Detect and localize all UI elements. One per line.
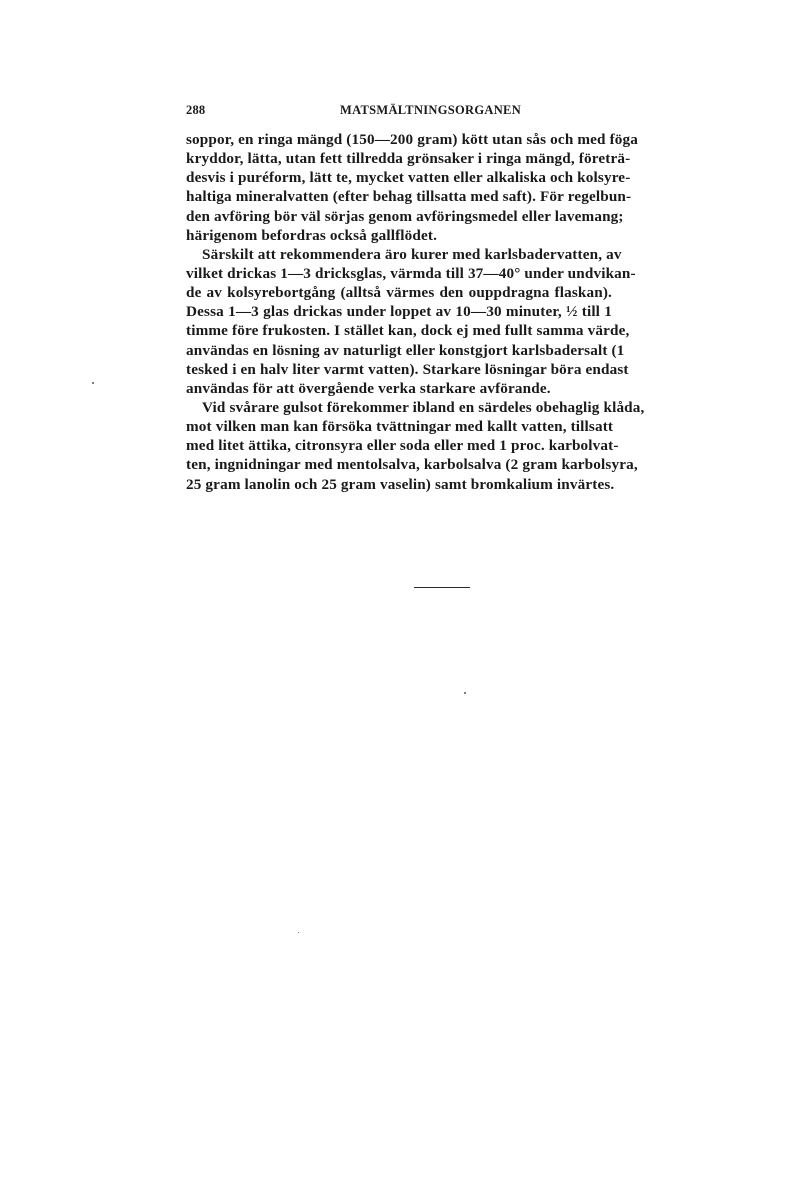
text-line: Särskilt att rekommendera äro kurer med karlsbadervatten, av	[202, 245, 622, 263]
text-line: den avföring bör väl sörjas genom avföringsmedel eller lavemang;	[186, 207, 624, 225]
text-line: 25 gram lanolin och 25 gram vaselin) samt bromkalium invärtes.	[186, 475, 615, 493]
section-divider	[414, 587, 470, 588]
text-line: de av kolsyrebortgång (alltså värmes den ouppdragna flaskan).	[186, 284, 612, 302]
text-line: ten, ingnidningar med mentolsalva, karbolsalva (2 gram karbolsyra,	[186, 456, 638, 474]
text-line: vilket drickas 1—3 dricksglas, värmda till 37—40° under undvikan-	[186, 264, 636, 282]
text-line: haltiga mineralvatten (efter behag tillsatta med saft). För regelbun-	[186, 188, 632, 206]
scan-speck	[298, 932, 299, 933]
text-line: härigenom befordras också gallflödet.	[186, 226, 438, 244]
text-line: Dessa 1—3 glas drickas under loppet av 10—30 minuter, ½ till 1	[186, 303, 612, 321]
text-line: desvis i puréform, lätt te, mycket vatten eller alkaliska och kolsyre-	[186, 169, 631, 187]
page-number: 288	[186, 103, 206, 117]
paragraph-2	[186, 245, 636, 398]
text-line: kryddor, lätta, utan fett tillredda grönsaker i ringa mängd, företrä-	[186, 150, 631, 168]
scan-speck	[92, 382, 94, 384]
paragraph-1	[186, 130, 639, 245]
text-line: tesked i en halv liter varmt vatten). Starkare lösningar böra endast	[186, 360, 629, 378]
text-line: soppor, en ringa mängd (150—200 gram) kött utan sås och med föga	[186, 131, 639, 148]
text-line: timme före frukosten. I stället kan, dock ej med fullt samma värde,	[186, 322, 630, 340]
body-text	[186, 130, 645, 494]
running-head	[186, 103, 612, 121]
scan-speck	[464, 692, 466, 694]
text-line: med litet ättika, citronsyra eller soda eller med 1 proc. karbolvat-	[186, 437, 619, 455]
paragraph-3	[186, 398, 645, 494]
chapter-title: MATSMÄLTNINGSORGANEN	[340, 103, 522, 117]
text-line: Vid svårare gulsot förekommer ibland en särdeles obehaglig klåda,	[202, 398, 645, 416]
text-line: mot vilken man kan försöka tvättningar med kallt vatten, tillsatt	[186, 418, 614, 436]
text-line: användas en lösning av naturligt eller konstgjort karlsbadersalt (1	[186, 341, 625, 359]
text-line: användas för att övergående verka starkare avförande.	[186, 379, 551, 397]
